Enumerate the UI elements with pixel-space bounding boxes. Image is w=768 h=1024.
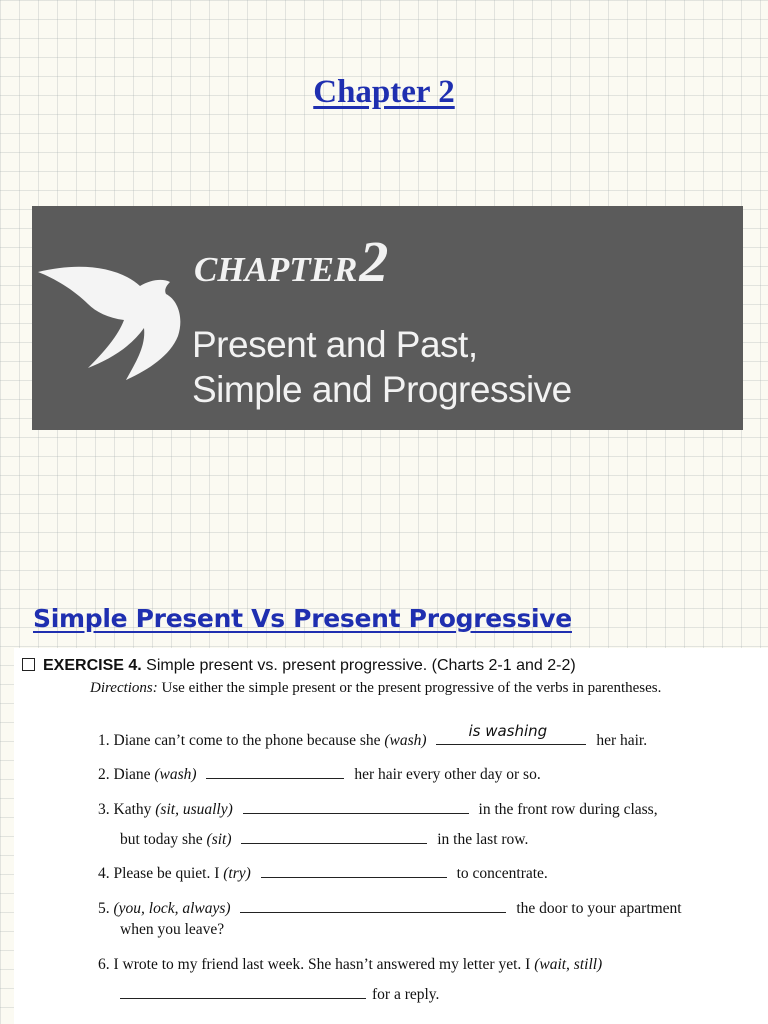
exercise-title: Simple present vs. present progressive.	[146, 657, 428, 674]
exercise-item-1: 1. Diane can’t come to the phone because she (wash) is washing her hair.	[98, 722, 648, 749]
section-heading: Simple Present Vs Present Progressive	[33, 604, 572, 633]
answer-blank[interactable]	[261, 863, 447, 878]
exercise-item-5: 5. (you, lock, always) the door to your apartment	[98, 900, 682, 917]
subtitle-line-2: Simple and Progressive	[192, 369, 572, 410]
answer-blank[interactable]	[120, 984, 366, 999]
exercise-header	[22, 657, 576, 675]
exercise-label: EXERCISE 4.	[43, 657, 142, 674]
exercise-item-6-cont: for a reply.	[120, 984, 439, 1005]
exercise-item-3-cont: but today she (sit) in the last row.	[120, 831, 529, 848]
exercise-scan	[14, 648, 768, 1024]
handwritten-answer: is washing	[468, 722, 548, 740]
exercise-item-2: 2. Diane (wash) her hair every other day or so.	[98, 766, 541, 783]
directions-text: Use either the simple present or the present progressive of the verbs in parentheses.	[161, 680, 662, 696]
page-title: Chapter 2	[313, 74, 455, 110]
chapter-number: 2	[359, 229, 389, 294]
checkbox-icon	[22, 658, 35, 671]
answer-blank[interactable]	[241, 829, 427, 844]
chapter-label	[194, 228, 388, 295]
swallow-bird-icon	[38, 256, 188, 386]
answer-blank[interactable]	[240, 898, 506, 913]
exercise-charts-ref: (Charts 2-1 and 2-2)	[431, 657, 576, 674]
subtitle-line-1: Present and Past,	[192, 324, 478, 365]
directions-label: Directions:	[90, 680, 158, 696]
exercise-item-5-cont: when you leave?	[120, 921, 225, 938]
exercise-item-4: 4. Please be quiet. I (try) to concentrate.	[98, 865, 548, 882]
chapter-subtitle	[192, 322, 572, 412]
answer-blank[interactable]	[206, 764, 344, 779]
chapter-word: CHAPTER	[194, 250, 358, 289]
chapter-banner	[32, 206, 743, 430]
answer-blank[interactable]	[243, 799, 469, 814]
exercise-directions	[90, 679, 730, 698]
exercise-item-6: 6. I wrote to my friend last week. She hasn’t answered my letter yet. I (wait, still)	[98, 956, 603, 973]
answer-blank[interactable]	[436, 722, 586, 745]
exercise-item-3: 3. Kathy (sit, usually) in the front row during class,	[98, 801, 658, 818]
